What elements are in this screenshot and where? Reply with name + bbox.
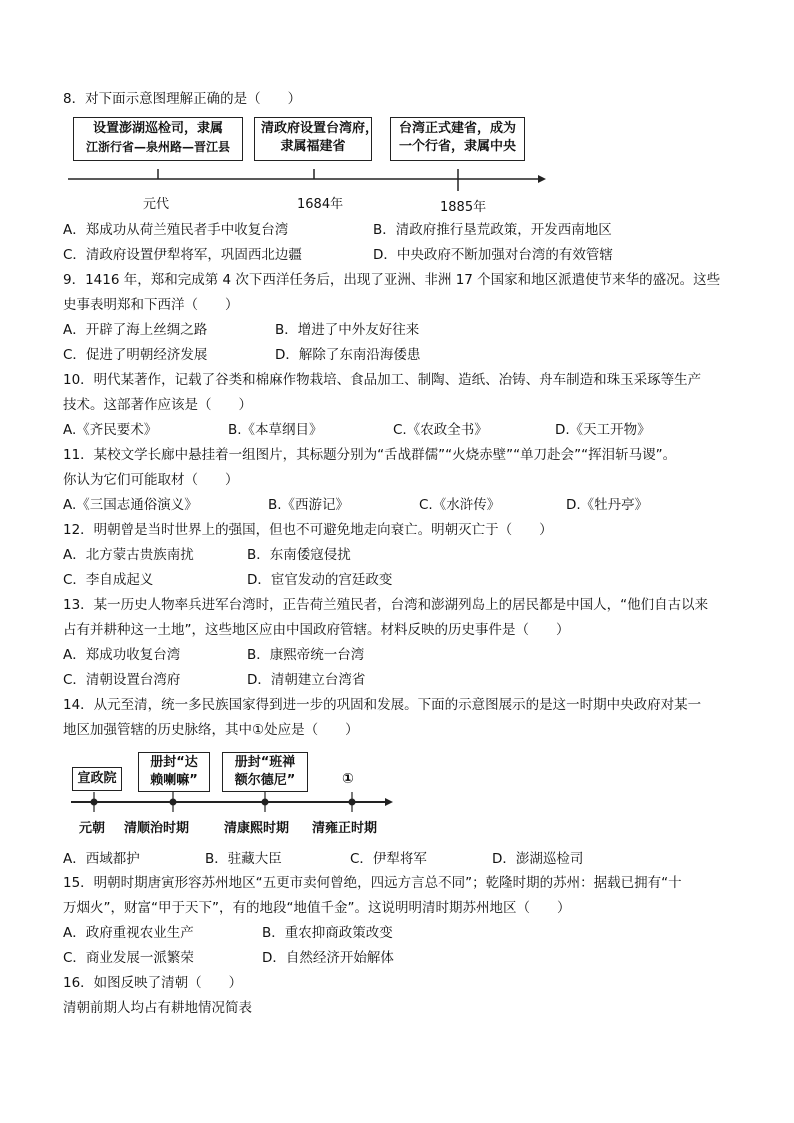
q12-option-a[interactable]: A．北方蒙古贵族南扰 <box>63 547 194 563</box>
q10-option-c[interactable]: C.《农政全书》 <box>393 422 488 438</box>
q15-option-a[interactable]: A．政府重视农业生产 <box>63 925 194 941</box>
q9-option-d[interactable]: D．解除了东南沿海倭患 <box>275 347 421 363</box>
q11-option-a[interactable]: A.《三国志通俗演义》 <box>63 497 198 513</box>
q10-stem-line2: 技术。这部著作应该是（ ） <box>63 397 252 413</box>
q12-option-b[interactable]: B．东南倭寇侵扰 <box>247 547 351 563</box>
q9-option-c[interactable]: C．促进了明朝经济发展 <box>63 347 208 363</box>
q8-box-1684-line1: 清政府设置台湾府， <box>261 121 379 136</box>
q15-option-c[interactable]: C．商业发展一派繁荣 <box>63 950 194 966</box>
q15-stem-line2: 万烟火”，财富“甲于天下”，有的地段“地值千金”。这说明明清时期苏州地区（ ） <box>63 900 571 916</box>
q11-option-c[interactable]: C.《水浒传》 <box>419 497 501 513</box>
q11-option-d[interactable]: D.《牡丹亭》 <box>566 497 649 513</box>
q14-axis <box>65 790 395 816</box>
q13-stem-line2: 占有并耕种这一土地”，这些地区应由中国政府管辖。材料反映的历史事件是（ ） <box>63 622 570 638</box>
q8-box-1885 <box>390 117 525 161</box>
q14-marker: ① <box>342 771 354 787</box>
q14-tick-shunzhi: 清顺治时期 <box>124 821 190 836</box>
q10-option-a[interactable]: A.《齐民要术》 <box>63 422 158 438</box>
q13-option-d[interactable]: D．清朝建立台湾省 <box>247 672 366 688</box>
q8-tick-label-yuan: 元代 <box>143 197 170 212</box>
q8-tick-label-1684: 1684年 <box>297 197 344 212</box>
q8-box-1885-line1: 台湾正式建省，成为 <box>398 121 516 136</box>
q14-option-a[interactable]: A．西域都护 <box>63 851 140 867</box>
q8-option-c[interactable]: C．清政府设置伊犁将军，巩固西北边疆 <box>63 247 302 263</box>
q14-box-dalai-line1: 册封“达 <box>150 755 198 770</box>
q8-box-yuan-line1: 设置澎湖巡检司，隶属 <box>92 121 223 136</box>
q13-stem-line1: 13．某一历史人物率兵进军台湾时，正告荷兰殖民者，台湾和澎湖列岛上的居民都是中国人，“他们自古以来 <box>63 597 709 613</box>
q14-box-panchen-line2: 额尔德尼” <box>234 773 296 788</box>
q14-option-d[interactable]: D．澎湖巡检司 <box>492 851 584 867</box>
q12-option-c[interactable]: C．李自成起义 <box>63 572 154 588</box>
q14-box-dalai-line2: 赖喇嘛” <box>150 773 198 788</box>
q14-box-dalai <box>138 752 210 792</box>
q15-option-b[interactable]: B．重农抑商政策改变 <box>262 925 393 941</box>
q13-option-b[interactable]: B．康熙帝统一台湾 <box>247 647 365 663</box>
q16-stem: 16．如图反映了清朝（ ） <box>63 975 243 991</box>
q9-stem-line2: 史事表明郑和下西洋（ ） <box>63 297 239 313</box>
q9-option-b[interactable]: B．增进了中外友好往来 <box>275 322 420 338</box>
q15-option-d[interactable]: D．自然经济开始解体 <box>262 950 394 966</box>
q14-box-panchen <box>222 752 308 792</box>
q14-tick-yuan: 元朝 <box>79 821 106 836</box>
q10-option-d[interactable]: D.《天工开物》 <box>555 422 651 438</box>
q8-box-1684-line2: 隶属福建省 <box>280 139 346 154</box>
q9-option-a[interactable]: A．开辟了海上丝绸之路 <box>63 322 208 338</box>
q10-option-b[interactable]: B.《本草纲目》 <box>228 422 323 438</box>
q8-box-1885-line2: 一个行省，隶属中央 <box>398 139 516 154</box>
q14-tick-yongzheng: 清雍正时期 <box>312 821 378 836</box>
q12-option-d[interactable]: D．宦官发动的宫廷政变 <box>247 572 393 588</box>
q8-box-yuan <box>73 117 243 161</box>
q13-option-a[interactable]: A．郑成功收复台湾 <box>63 647 181 663</box>
q8-stem: 8．对下面示意图理解正确的是（ ） <box>63 91 302 107</box>
q16-caption: 清朝前期人均占有耕地情况简表 <box>63 1000 252 1016</box>
q14-option-b[interactable]: B．驻藏大臣 <box>205 851 282 867</box>
q9-stem-line1: 9．1416 年，郑和完成第 4 次下西洋任务后，出现了亚洲、非洲 17 个国家和地区派遣使节来华的盛况。这些 <box>63 272 721 288</box>
q14-option-c[interactable]: C．伊犁将军 <box>350 851 427 867</box>
q8-option-a[interactable]: A．郑成功从荷兰殖民者手中收复台湾 <box>63 222 289 238</box>
q8-option-b[interactable]: B．清政府推行垦荒政策，开发西南地区 <box>373 222 612 238</box>
q14-box-panchen-line1: 册封“班禅 <box>234 755 296 770</box>
q8-box-yuan-line2: 江浙行省—泉州路—晋江县 <box>85 140 230 154</box>
q11-stem-line1: 11．某校文学长廊中悬挂着一组图片，其标题分别为“舌战群儒”“火烧赤壁”“单刀赴会”“挥泪斩马谡”。 <box>63 447 677 463</box>
q13-option-c[interactable]: C．清朝设置台湾府 <box>63 672 181 688</box>
q10-stem-line1: 10．明代某著作，记载了谷类和棉麻作物栽培、食品加工、制陶、造纸、冶铸、舟车制造和珠玉采琢等生产 <box>63 372 702 388</box>
q14-stem-line1: 14．从元至清，统一多民族国家得到进一步的巩固和发展。下面的示意图展示的是这一时期中央政府对某一 <box>63 697 702 713</box>
q11-stem-line2: 你认为它们可能取材（ ） <box>63 472 239 488</box>
q12-stem: 12．明朝曾是当时世界上的强国，但也不可避免地走向衰亡。明朝灭亡于（ ） <box>63 522 553 538</box>
q15-stem-line1: 15．明朝时期唐寅形容苏州地区“五更市卖何曾绝，四远方言总不同”；乾隆时期的苏州：据载已拥有“十 <box>63 875 682 891</box>
q11-option-b[interactable]: B.《西游记》 <box>268 497 350 513</box>
q8-box-1684 <box>254 117 379 161</box>
q8-tick-label-1885: 1885年 <box>440 200 487 215</box>
q8-axis <box>60 165 550 195</box>
q14-box-xuanzhengyuan: 宣政院 <box>72 767 122 791</box>
q14-tick-kangxi: 清康熙时期 <box>224 821 290 836</box>
q14-stem-line2: 地区加强管辖的历史脉络，其中①处应是（ ） <box>63 722 359 738</box>
q8-option-d[interactable]: D．中央政府不断加强对台湾的有效管辖 <box>373 247 613 263</box>
